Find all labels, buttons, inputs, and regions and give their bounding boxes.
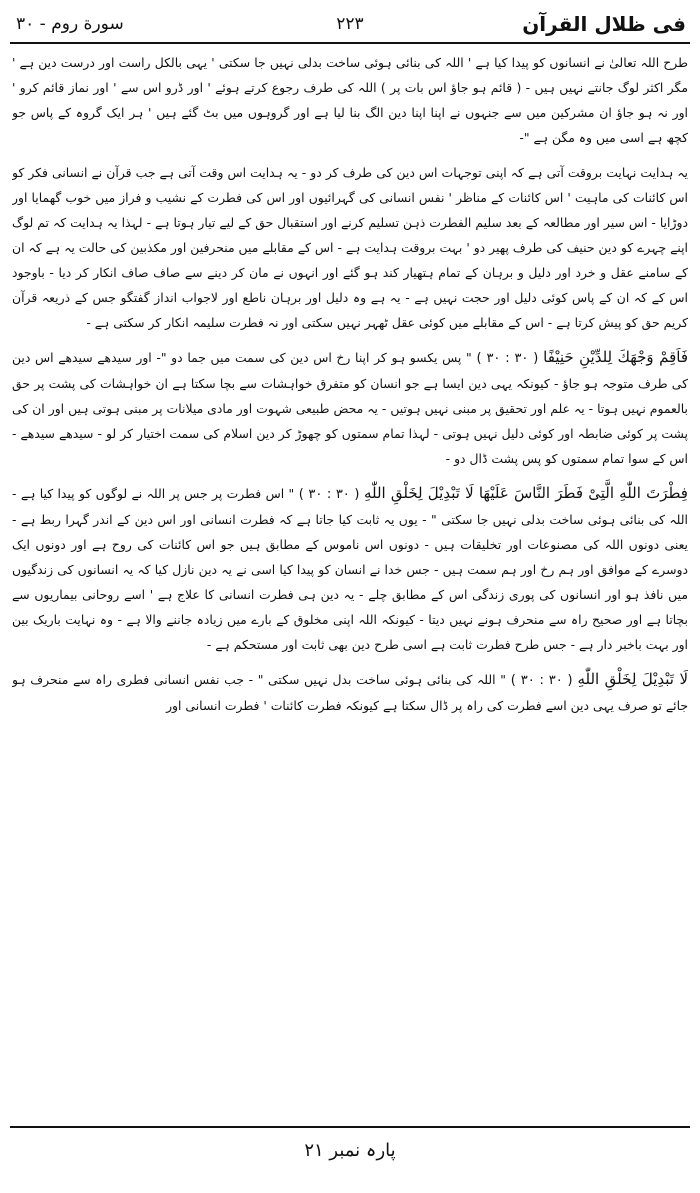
verse-reference: ( ۳۰ : ۳۰ ) xyxy=(294,487,364,502)
para-label: پارہ نمبر ۲۱ xyxy=(304,1140,396,1161)
verse-reference: ( ۳۰ : ۳۰ ) xyxy=(471,351,544,366)
paragraph xyxy=(12,667,688,718)
quran-verse: فِطْرَتَ اللّٰهِ الَّتِىْ فَطَرَ النَّاسَ عَلَيْهَا لَا تَبْدِيْلَ لِخَلْقِ اللّٰهِ xyxy=(363,484,688,502)
page-number: ۲۲۳ xyxy=(336,14,364,34)
quran-verse: لَا تَبْدِيْلَ لِخَلْقِ اللّٰهِ xyxy=(577,670,688,688)
paragraph-text: طرح اللہ تعالیٰ نے انسانوں کو پیدا کیا ہے ' اللہ کی بنائی ہوئی ساخت بدلی نہیں جا سکتی ' یہی بالکل راست اور درست دین ہے ' مگر اکثر لوگ جانتے نہیں ہیں - ( قائم ہو جاؤ اس بات پر ) اللہ کی طرف رجوع کرتے ہوئے ' اور ڈرو اس سے ' اور نماز قائم کرو ' اور نہ ہو جاؤ ان مشرکین میں سے جنہوں نے اپنا اپنا دین الگ بنا لیا ہے اور گروہوں میں بٹ گئے ہیں ' ہر ایک گروہ کے پاس جو کچھ ہے اسی میں وہ مگن ہے "- xyxy=(12,55,688,145)
paragraph xyxy=(12,345,688,471)
paragraph-text: " پس یکسو ہو کر اپنا رخ اس دین کی سمت میں جما دو "- اور سیدھے سیدھے اس دین کی طرف متوجہ ہو جاؤ - کیونکہ یہی دین ایسا ہے جو انسان کو متفرق خواہشات سے بچا سکتا ہے ان خواہشات کی پشت پر حق بالعموم نہیں ہوتا - یہ علم اور تحقیق پر مبنی نہیں ہوتیں - یہ محض طبیعی شہوت اور مادی میلانات پر مبنی ہوتی ہیں اور ان کی پشت پر کوئی ضابطہ اور کوئی دلیل نہیں ہوتی - لہذا تمام سمتوں کو چھوڑ کر دین اسلام کی سمت اختیار کر لو - سیدھے سیدھے - اس کے سوا تمام سمتوں کو پس پشت ڈال دو - xyxy=(12,350,688,466)
quran-verse: فَاَقِمْ وَجْهَكَ لِلدِّيْنِ حَنِيْفًا xyxy=(543,348,688,366)
book-title: فی ظلال القرآن xyxy=(522,12,686,36)
paragraph-text: یہ ہدایت نہایت بروقت آتی ہے کہ اپنی توجہات اس دین کی طرف کر دو - یہ ہدایت اس وقت آتی ہے جب قرآن نے انسانی فکر کو اس کائنات کی ماہیت ' اس کائنات کے مناظر ' نفس انسانی کی گہرائیوں اور اس کی فطرت کے نشیب و فراز میں خوب گھمایا اور دوڑایا - اس سیر اور مطالعہ کے بعد سلیم الفطرت ذہن تسلیم کرنے اور استقبال حق کے لیے تیار ہوتا ہے - لہذا یہ ہدایت کہ تم لوگ اپنے چہرے کو دین حنیف کی طرف پھیر دو ' بہت بروقت ہدایت ہے - اس کے مقابلے میں منحرفین اور مکذبین کی حالت یہ ہے کہ ان کے سامنے عقل و خرد اور دلیل و برہان کے تمام ہتھیار کند ہو گئے اور انہوں نے مان کر دینے سے صاف صاف انکار کر دیا - باوجود اس کے کہ ان کے پاس کوئی دلیل اور حجت نہیں ہے - یہ ہے وہ دلیل اور برہان ناطع اور لاجواب انداز گفتگو جس کے ذریعہ قرآن کریم حق کو پیش کرتا ہے - اس کے مقابلے میں کوئی عقل ٹھہر نہیں سکتی اور نہ فطرت سلیمہ انکار کر سکتی ہے - xyxy=(12,165,688,330)
page-header xyxy=(10,8,690,44)
paragraph xyxy=(12,50,688,150)
verse-reference: ( ۳۰ : ۳۰ ) xyxy=(505,673,578,688)
page-body xyxy=(12,50,688,1122)
paragraph xyxy=(12,160,688,335)
paragraph xyxy=(12,481,688,657)
paragraph-text: " اللہ کی بنائی ہوئی ساخت بدل نہیں سکتی " - جب نفس انسانی فطری راہ سے منحرف ہو جائے تو صرف یہی دین اسے فطرت کی راہ پر ڈال سکتا ہے کیونکہ فطرت کائنات ' فطرت انسانی اور xyxy=(12,672,688,713)
footer-rule xyxy=(10,1126,690,1128)
paragraph-text: " اس فطرت پر جس پر اللہ نے لوگوں کو پیدا کیا ہے - اللہ کی بنائی ہوئی ساخت بدلی نہیں جا سکتی " - یوں یہ ثابت کیا جاتا ہے کہ فطرت انسانی اور اس دین کے اندر گہرا ربط ہے - یعنی دونوں اللہ کی مصنوعات اور تخلیقات ہیں - دونوں اس ناموس کے مطابق ہیں جو اس کائنات کی روح ہے اور دونوں ایک دوسرے کے موافق اور ہم رخ اور ہم سمت ہیں - جس خدا نے انسان کو پیدا کیا اسی نے یہ دین نازل کیا کہ یہ انسانوں کی زندگیوں میں نافذ ہو اور انسانوں کی پوری زندگی اس کے مطابق چلے - یہ دین ہی فطرت انسانی کا علاج ہے ' اسے روحانی بیماریوں سے بچاتا ہے اور صحیح راہ سے منحرف ہونے نہیں دیتا - کیونکہ اللہ اپنی مخلوق کے بارے میں زیادہ جاننے والا ہے - وہ نہایت باریک بین اور بہت باخبر دار ہے - جس طرح فطرت ثابت ہے اسی طرح دین بھی ثابت اور مستحکم ہے - xyxy=(12,486,688,652)
surah-label: سورة روم - ۳۰ xyxy=(16,14,124,34)
